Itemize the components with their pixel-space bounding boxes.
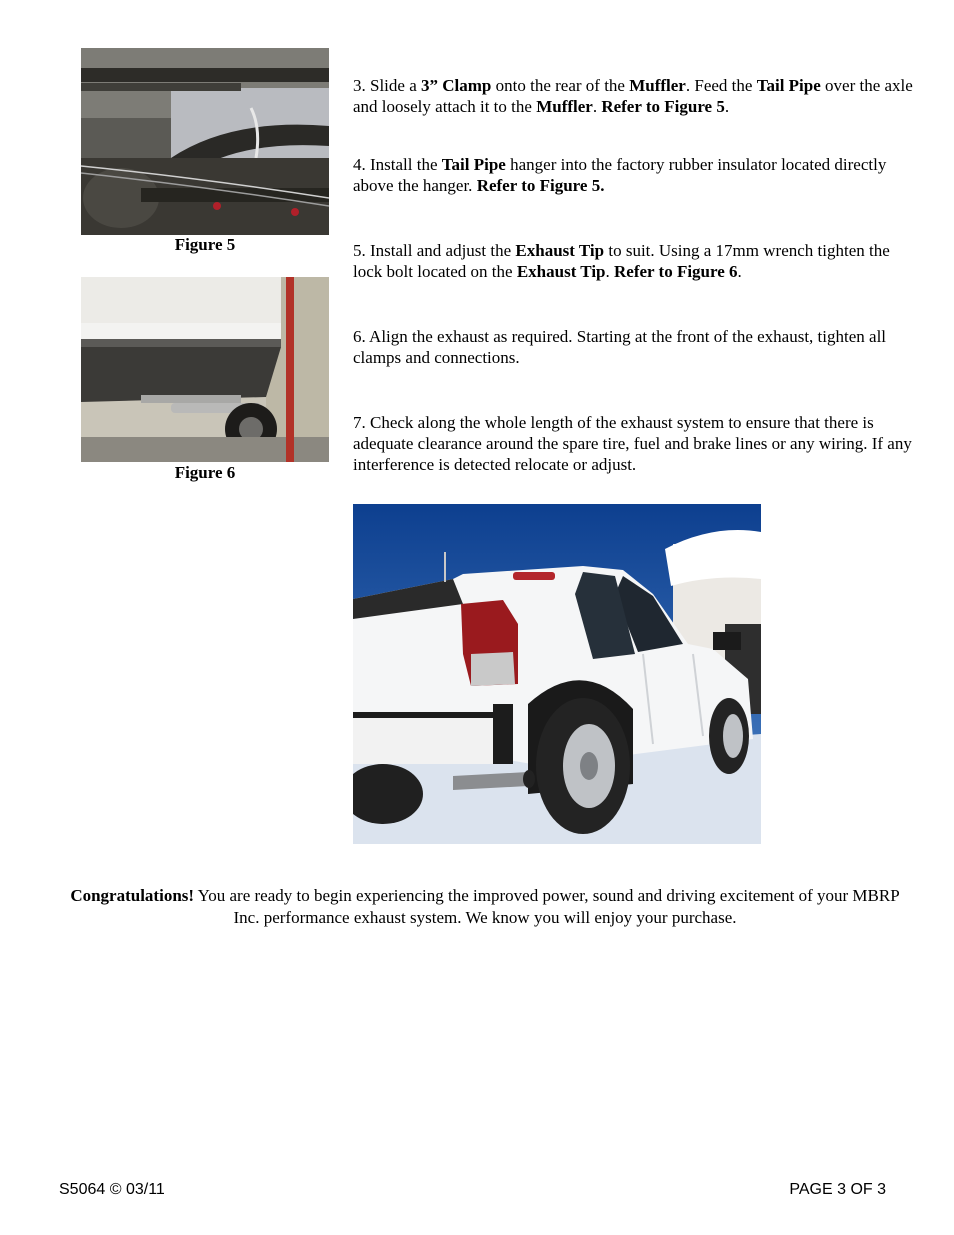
step-bold-text: Exhaust Tip [515, 241, 605, 260]
step-bold-text: Refer to Figure 5 [601, 97, 725, 116]
step-text: . Feed the [685, 76, 757, 95]
step-text: over the axle and loosely attach it to the [353, 76, 913, 116]
step-bold-text: Tail Pipe [756, 76, 821, 95]
step-bold-text: 3” Clamp [421, 76, 492, 95]
step-6 [353, 326, 913, 368]
step-text: 3. Slide a [353, 76, 421, 95]
page-number: PAGE 3 OF 3 [789, 1181, 886, 1198]
congratulations-paragraph [60, 885, 910, 929]
figure-5-caption: Figure 5 [174, 235, 236, 254]
step-bold-text: Refer to Figure 6 [614, 262, 738, 281]
step-text: hanger into the factory rubber insulator located directly above the hanger. [353, 155, 887, 195]
figure-5-photo [81, 48, 329, 235]
step-bold-text: Muffler [629, 76, 686, 95]
truck-photo [353, 504, 761, 844]
step-4 [353, 154, 913, 196]
step-text: onto the rear of the [491, 76, 630, 95]
step-7 [353, 412, 913, 475]
step-bold-text: Refer to Figure 5. [476, 176, 605, 195]
step-3 [353, 75, 913, 117]
step-bold-text: Tail Pipe [441, 155, 506, 174]
step-text: 5. Install and adjust the [353, 241, 516, 260]
step-text: 7. Check along the whole length of the exhaust system to ensure that there is adequate clearance around the spare tire, fuel and brake lines or any wiring. If any interference is detected relocate or adjust. [353, 413, 912, 474]
step-text: 6. Align the exhaust as required. Starting at the front of the exhaust, tighten all clamps and connections. [353, 327, 887, 367]
step-text: . [737, 262, 742, 281]
step-text: . [724, 97, 730, 116]
figure-6-photo [81, 277, 329, 462]
step-bold-text: Muffler [536, 97, 593, 116]
step-text: 4. Install the [353, 155, 442, 174]
step-bold-text: Exhaust Tip [516, 262, 606, 281]
congratulations-body: You are ready to begin experiencing the improved power, sound and driving excitement of your MBRP Inc. performance exhaust system. We know you will enjoy your purchase. [194, 886, 900, 927]
document-code: S5064 © 03/11 [59, 1181, 165, 1198]
step-text: . [592, 97, 602, 116]
step-text: . [605, 262, 615, 281]
step-text: to suit. Using a 17mm wrench tighten the lock bolt located on the [353, 241, 890, 281]
figure-6-caption: Figure 6 [174, 463, 236, 482]
step-5 [353, 240, 913, 282]
congratulations-lead: Congratulations! [70, 886, 195, 905]
